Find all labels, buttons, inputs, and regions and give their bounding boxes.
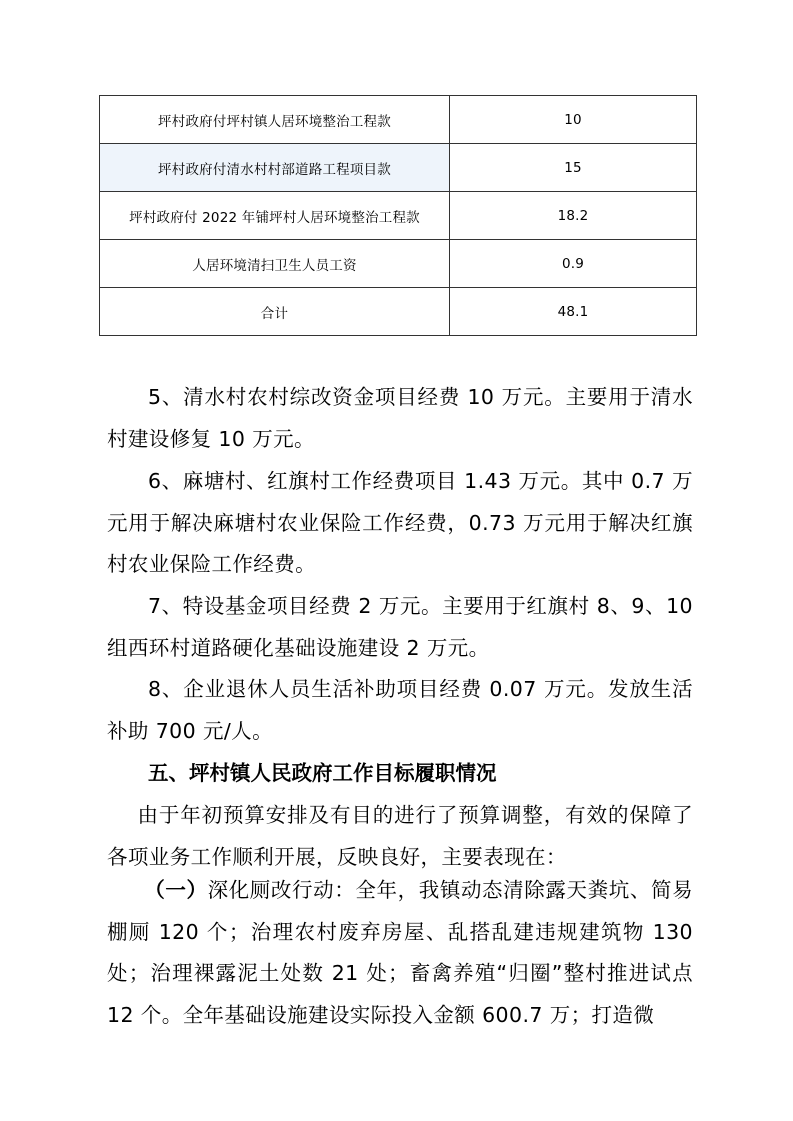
paragraph-5 — [107, 377, 693, 460]
table-row — [100, 192, 697, 240]
table-cell-total-label: 合计 — [100, 288, 450, 336]
paragraph-7-text: 7、特设基金项目经费 2 万元。主要用于红旗村 8、9、10 组西环村道路硬化基础设施建设 2 万元。 — [107, 594, 693, 660]
table-cell-item: 坪村政府付 2022 年铺坪村人居环境整治工程款 — [100, 192, 450, 240]
table-cell-amount: 15 — [450, 144, 697, 192]
table-cell-amount: 18.2 — [450, 192, 697, 240]
paragraph-8-text: 8、企业退休人员生活补助项目经费 0.07 万元。发放生活补助 700 元/人。 — [107, 677, 693, 743]
paragraph-6 — [107, 461, 693, 586]
table-row — [100, 240, 697, 288]
table-cell-item: 坪村政府付坪村镇人居环境整治工程款 — [100, 96, 450, 144]
table-row — [100, 144, 697, 192]
intro-paragraph — [107, 795, 693, 878]
table-cell-total-amount: 48.1 — [450, 288, 697, 336]
paragraph-6-text: 6、麻塘村、红旗村工作经费项目 1.43 万元。其中 0.7 万元用于解决麻塘村农业保险工作经费，0.73 万元用于解决红旗村农业保险工作经费。 — [107, 469, 693, 576]
table-cell-amount: 10 — [450, 96, 697, 144]
item-1-label: （一） — [144, 878, 208, 902]
funding-table — [99, 95, 697, 336]
table-cell-item: 人居环境清扫卫生人员工资 — [100, 240, 450, 288]
table-row-total — [100, 288, 697, 336]
item-1-paragraph — [107, 870, 693, 1036]
section-heading: 五、坪村镇人民政府工作目标履职情况 — [148, 761, 497, 785]
paragraph-8 — [107, 669, 693, 752]
table-row — [100, 96, 697, 144]
paragraph-5-text: 5、清水村农村综改资金项目经费 10 万元。主要用于清水村建设修复 10 万元。 — [107, 385, 693, 451]
item-1-text: 深化厕改行动：全年，我镇动态清除露天粪坑、简易棚厕 120 个；治理农村废弃房屋、乱搭乱建违规建筑物 130 处；治理裸露泥土处数 21 处；畜禽养殖“归圈”整村推进试点 12 个。全年基础设施建设实际投入金额 600.7 万；打造微 — [107, 878, 693, 1027]
table-cell-item: 坪村政府付清水村村部道路工程项目款 — [100, 144, 450, 192]
paragraph-7 — [107, 586, 693, 669]
intro-text: 由于年初预算安排及有目的进行了预算调整，有效的保障了各项业务工作顺利开展，反映良好，主要表现在： — [107, 803, 693, 869]
table-cell-amount: 0.9 — [450, 240, 697, 288]
